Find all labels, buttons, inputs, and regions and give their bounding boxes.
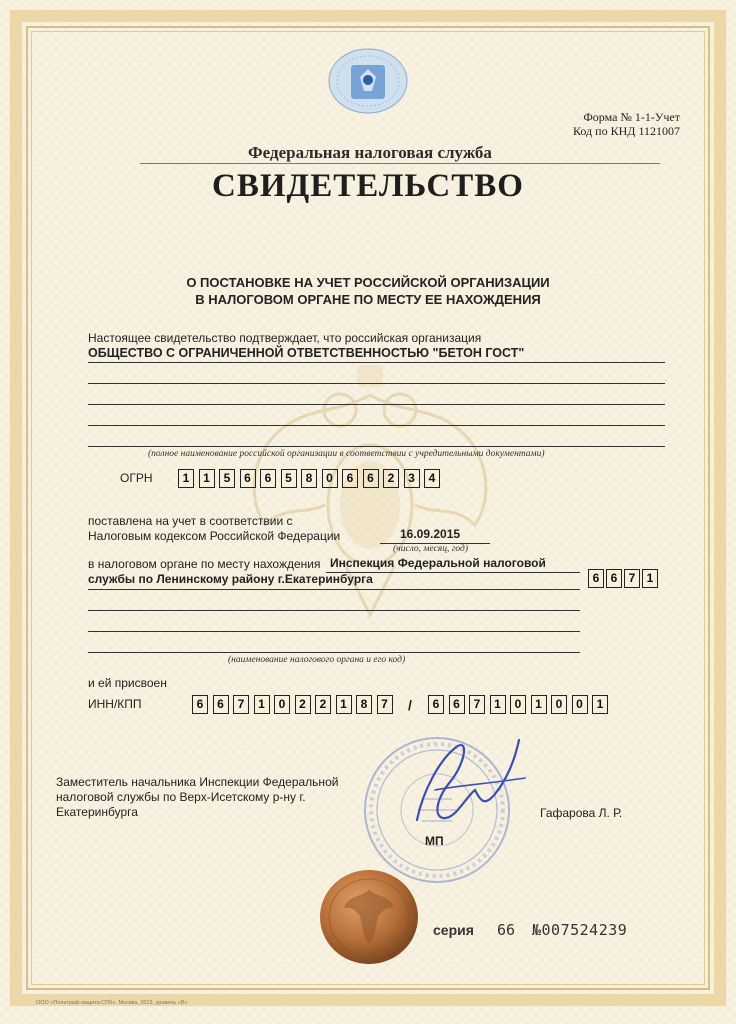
digit-box: 5 bbox=[219, 469, 235, 488]
form-number-block bbox=[520, 110, 680, 138]
digit-box: 2 bbox=[295, 695, 311, 714]
document-subtitle bbox=[100, 274, 636, 308]
digit-box: 7 bbox=[469, 695, 485, 714]
authority-note: (наименование налогового органа и его код) bbox=[228, 655, 406, 665]
digit-box: 2 bbox=[383, 469, 399, 488]
signatory-position-1: Заместитель начальника Инспекции Федеральной bbox=[56, 775, 339, 789]
signatory-name: Гафарова Л. Р. bbox=[540, 806, 623, 820]
digit-box: 6 bbox=[449, 695, 465, 714]
digit-box: 0 bbox=[572, 695, 588, 714]
digit-box: 1 bbox=[254, 695, 270, 714]
copper-seal bbox=[318, 868, 420, 966]
subtitle-line-1: О ПОСТАНОВКЕ НА УЧЕТ РОССИЙСКОЙ ОРГАНИЗАЦИИ bbox=[186, 275, 550, 290]
intro-text: Настоящее свидетельство подтверждает, что российская организация bbox=[88, 331, 482, 345]
underline bbox=[88, 631, 580, 632]
digit-box: 6 bbox=[342, 469, 358, 488]
digit-box: 1 bbox=[592, 695, 608, 714]
signature bbox=[395, 720, 535, 835]
inn-kpp-separator: / bbox=[408, 697, 412, 713]
subtitle-line-2: В НАЛОГОВОМ ОРГАНЕ ПО МЕСТУ ЕЕ НАХОЖДЕНИЯ bbox=[195, 292, 541, 307]
assigned-label: и ей присвоен bbox=[88, 676, 167, 690]
digit-box: 6 bbox=[428, 695, 444, 714]
digit-box: 6 bbox=[240, 469, 256, 488]
underline bbox=[88, 404, 665, 405]
digit-box: 1 bbox=[490, 695, 506, 714]
underline bbox=[88, 446, 665, 447]
signatory-position-2: налоговой службы по Верх-Исетскому р-ну г. bbox=[56, 790, 306, 804]
digit-box: 1 bbox=[199, 469, 215, 488]
series-label: серия bbox=[433, 922, 474, 938]
digit-box: 1 bbox=[642, 569, 658, 588]
registration-text-1: поставлена на учет в соответствии с bbox=[88, 514, 293, 528]
digit-box: 7 bbox=[233, 695, 249, 714]
stamp-place-label: МП bbox=[425, 834, 444, 848]
agency-name: Федеральная налоговая служба bbox=[248, 143, 492, 162]
underline bbox=[88, 610, 580, 611]
hologram-icon bbox=[327, 47, 409, 115]
underline bbox=[88, 652, 580, 653]
certificate-number: №007524239 bbox=[532, 921, 628, 939]
form-number: Форма № 1-1-Учет bbox=[583, 110, 680, 124]
digit-box: 0 bbox=[274, 695, 290, 714]
digit-box: 6 bbox=[192, 695, 208, 714]
inn-digit-boxes bbox=[192, 695, 400, 714]
ogrn-digit-boxes bbox=[178, 469, 446, 488]
digit-box: 7 bbox=[624, 569, 640, 588]
underline bbox=[88, 589, 580, 590]
document-title: СВИДЕТЕЛЬСТВО bbox=[212, 168, 524, 204]
digit-box: 0 bbox=[551, 695, 567, 714]
divider bbox=[140, 163, 660, 164]
date-note: (число, месяц, год) bbox=[393, 544, 469, 554]
authority-name-2: службы по Ленинскому району г.Екатеринбурга bbox=[88, 572, 373, 586]
digit-box: 1 bbox=[178, 469, 194, 488]
digit-box: 0 bbox=[322, 469, 338, 488]
registration-date: 16.09.2015 bbox=[400, 527, 461, 541]
knd-code: Код по КНД 1121007 bbox=[573, 124, 680, 138]
digit-box: 8 bbox=[301, 469, 317, 488]
authority-code-boxes bbox=[588, 569, 660, 588]
digit-box: 0 bbox=[510, 695, 526, 714]
digit-box: 6 bbox=[588, 569, 604, 588]
eagle-emblem-watermark bbox=[215, 355, 525, 635]
printer-imprint: ООО «Полиграф-защита СПб», Москва, 2013, уровень «В» bbox=[36, 1000, 188, 1006]
underline bbox=[88, 383, 665, 384]
ogrn-label: ОГРН bbox=[120, 471, 153, 485]
digit-box: 6 bbox=[260, 469, 276, 488]
digit-box: 6 bbox=[213, 695, 229, 714]
digit-box: 8 bbox=[356, 695, 372, 714]
underline bbox=[88, 425, 665, 426]
organization-name-note: (полное наименование российской организации в соответствии с учредительными документами) bbox=[148, 449, 545, 459]
digit-box: 3 bbox=[404, 469, 420, 488]
authority-label: в налоговом органе по месту нахождения bbox=[88, 557, 321, 571]
digit-box: 6 bbox=[606, 569, 622, 588]
signatory-position-3: Екатеринбурга bbox=[56, 805, 138, 819]
signatory-position bbox=[56, 775, 338, 820]
kpp-digit-boxes bbox=[428, 695, 616, 714]
digit-box: 5 bbox=[281, 469, 297, 488]
inn-kpp-label: ИНН/КПП bbox=[88, 697, 142, 711]
digit-box: 7 bbox=[377, 695, 393, 714]
digit-box: 2 bbox=[315, 695, 331, 714]
underline bbox=[88, 362, 665, 363]
organization-name: ОБЩЕСТВО С ОГРАНИЧЕННОЙ ОТВЕТСТВЕННОСТЬЮ "БЕТОН ГОСТ" bbox=[88, 346, 525, 360]
digit-box: 1 bbox=[336, 695, 352, 714]
digit-box: 4 bbox=[424, 469, 440, 488]
series-value: 66 bbox=[497, 921, 516, 939]
digit-box: 1 bbox=[531, 695, 547, 714]
digit-box: 6 bbox=[363, 469, 379, 488]
authority-name-1: Инспекция Федеральной налоговой bbox=[330, 556, 546, 570]
registration-text-2: Налоговым кодексом Российской Федерации bbox=[88, 529, 341, 543]
